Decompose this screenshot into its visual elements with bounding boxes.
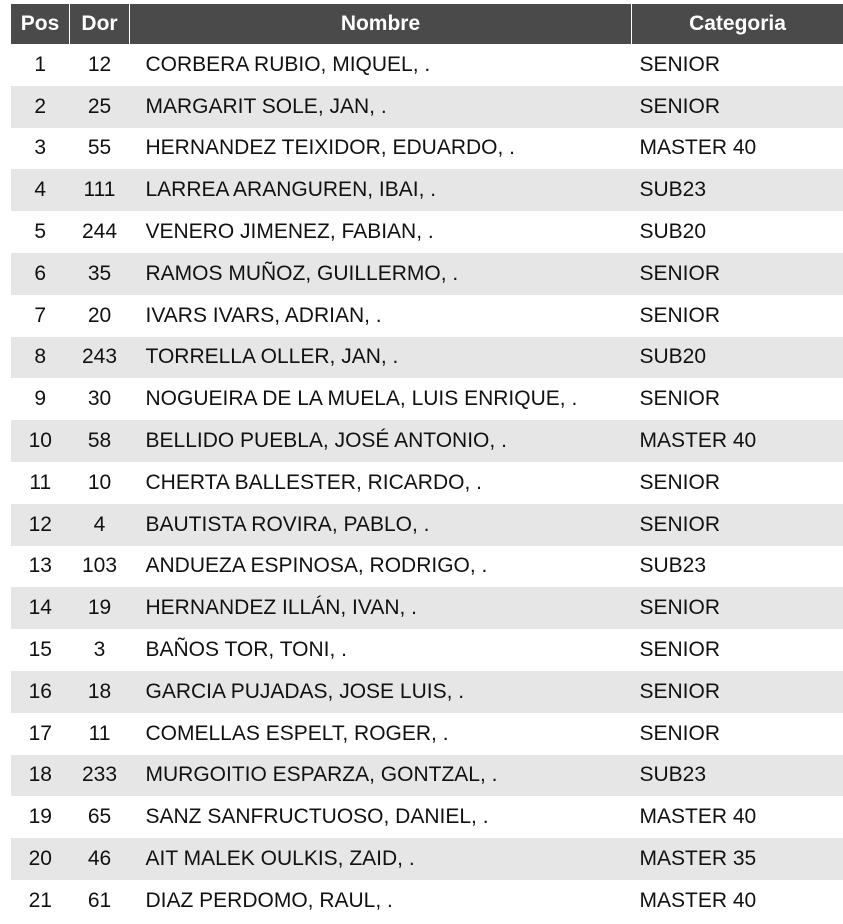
cell-nombre: AIT MALEK OULKIS, ZAID, . xyxy=(130,838,632,880)
cell-pos: 17 xyxy=(28,721,52,745)
cell-pos: 18 xyxy=(11,755,70,797)
cell-dor: 233 xyxy=(70,755,130,797)
table-row xyxy=(11,337,843,379)
cell-pos: 7 xyxy=(34,303,47,327)
cell-categoria: MASTER 40 xyxy=(639,888,757,912)
table-row xyxy=(11,546,843,588)
cell-pos: 10 xyxy=(11,420,70,462)
cell-dor: 30 xyxy=(87,387,112,411)
cell-nombre: VENERO JIMENEZ, FABIAN, . xyxy=(145,220,434,244)
cell-dor: 25 xyxy=(70,86,130,128)
cell-dor: 12 xyxy=(87,52,112,76)
table-row xyxy=(11,211,843,253)
cell-categoria: SENIOR xyxy=(639,303,721,327)
cell-nombre: TORRELLA OLLER, JAN, . xyxy=(130,337,632,379)
table-row xyxy=(11,44,843,86)
cell-categoria: SENIOR xyxy=(632,504,843,546)
table-row xyxy=(11,253,843,295)
cell-nombre: HERNANDEZ TEIXIDOR, EDUARDO, . xyxy=(145,136,515,160)
table-row xyxy=(11,838,843,880)
table-row xyxy=(11,169,843,211)
cell-dor: 111 xyxy=(70,169,130,211)
cell-categoria: SENIOR xyxy=(632,253,843,295)
header-pos: Pos xyxy=(11,4,70,44)
header-nombre: Nombre xyxy=(130,4,632,44)
cell-nombre: HERNANDEZ ILLÁN, IVAN, . xyxy=(130,587,632,629)
cell-categoria: SENIOR xyxy=(639,470,721,494)
cell-pos: 11 xyxy=(29,470,52,494)
header-row xyxy=(11,4,843,44)
cell-dor: 35 xyxy=(70,253,130,295)
cell-pos: 8 xyxy=(11,337,70,379)
cell-categoria: SENIOR xyxy=(632,86,843,128)
cell-categoria: SUB23 xyxy=(632,755,843,797)
cell-categoria: SENIOR xyxy=(632,587,843,629)
cell-nombre: BELLIDO PUEBLA, JOSÉ ANTONIO, . xyxy=(130,420,632,462)
cell-nombre: BAÑOS TOR, TONI, . xyxy=(145,638,347,662)
table-row xyxy=(11,378,843,420)
cell-pos: 13 xyxy=(28,554,52,578)
cell-categoria: SUB20 xyxy=(639,220,707,244)
cell-nombre: CORBERA RUBIO, MIQUEL, . xyxy=(145,52,431,76)
cell-dor: 243 xyxy=(70,337,130,379)
cell-nombre: IVARS IVARS, ADRIAN, . xyxy=(145,303,382,327)
cell-dor: 19 xyxy=(70,587,130,629)
cell-pos: 1 xyxy=(34,52,47,76)
cell-dor: 3 xyxy=(93,638,106,662)
cell-pos: 2 xyxy=(11,86,70,128)
cell-dor: 58 xyxy=(70,420,130,462)
cell-pos: 16 xyxy=(11,671,70,713)
cell-dor: 4 xyxy=(70,504,130,546)
cell-dor: 11 xyxy=(88,721,111,745)
cell-dor: 55 xyxy=(87,136,112,160)
table-row xyxy=(11,880,843,922)
cell-pos: 19 xyxy=(28,805,52,829)
results-table-header xyxy=(11,4,843,44)
table-row xyxy=(11,86,843,128)
cell-dor: 65 xyxy=(87,805,112,829)
table-row xyxy=(11,295,843,337)
cell-categoria: SUB20 xyxy=(632,337,843,379)
cell-dor: 20 xyxy=(87,303,112,327)
results-table xyxy=(11,4,843,922)
cell-pos: 12 xyxy=(11,504,70,546)
cell-pos: 14 xyxy=(11,587,70,629)
cell-pos: 21 xyxy=(28,888,52,912)
table-row xyxy=(11,796,843,838)
cell-nombre: BAUTISTA ROVIRA, PABLO, . xyxy=(130,504,632,546)
cell-dor: 46 xyxy=(70,838,130,880)
cell-categoria: SENIOR xyxy=(639,387,721,411)
table-row xyxy=(11,504,843,546)
cell-categoria: SUB23 xyxy=(639,554,707,578)
table-row xyxy=(11,587,843,629)
cell-nombre: SANZ SANFRUCTUOSO, DANIEL, . xyxy=(145,805,489,829)
cell-categoria: MASTER 35 xyxy=(632,838,843,880)
cell-nombre: COMELLAS ESPELT, ROGER, . xyxy=(145,721,449,745)
cell-categoria: SENIOR xyxy=(632,671,843,713)
cell-pos: 15 xyxy=(28,638,52,662)
cell-nombre: DIAZ PERDOMO, RAUL, . xyxy=(145,888,393,912)
cell-nombre: GARCIA PUJADAS, JOSE LUIS, . xyxy=(130,671,632,713)
table-row xyxy=(11,713,843,755)
cell-dor: 18 xyxy=(70,671,130,713)
cell-dor: 61 xyxy=(87,888,112,912)
cell-categoria: SENIOR xyxy=(639,638,721,662)
results-table-body xyxy=(11,44,843,922)
cell-nombre: NOGUEIRA DE LA MUELA, LUIS ENRIQUE, . xyxy=(145,387,578,411)
table-row xyxy=(11,128,843,170)
cell-dor: 244 xyxy=(81,220,118,244)
cell-pos: 6 xyxy=(11,253,70,295)
cell-categoria: MASTER 40 xyxy=(639,805,757,829)
cell-nombre: LARREA ARANGUREN, IBAI, . xyxy=(130,169,632,211)
cell-pos: 5 xyxy=(34,220,47,244)
cell-dor: 103 xyxy=(81,554,118,578)
cell-nombre: CHERTA BALLESTER, RICARDO, . xyxy=(145,470,482,494)
table-row xyxy=(11,629,843,671)
cell-categoria: MASTER 40 xyxy=(632,420,843,462)
table-row xyxy=(11,462,843,504)
cell-dor: 10 xyxy=(87,470,112,494)
cell-nombre: ANDUEZA ESPINOSA, RODRIGO, . xyxy=(145,554,488,578)
header-categoria: Categoria xyxy=(632,4,843,44)
table-row xyxy=(11,755,843,797)
header-dor: Dor xyxy=(70,4,130,44)
cell-pos: 20 xyxy=(11,838,70,880)
cell-nombre: MURGOITIO ESPARZA, GONTZAL, . xyxy=(130,755,632,797)
cell-pos: 9 xyxy=(34,387,47,411)
cell-pos: 3 xyxy=(34,136,47,160)
cell-categoria: MASTER 40 xyxy=(639,136,757,160)
table-row xyxy=(11,420,843,462)
table-row xyxy=(11,671,843,713)
cell-pos: 4 xyxy=(11,169,70,211)
cell-categoria: SUB23 xyxy=(632,169,843,211)
cell-nombre: RAMOS MUÑOZ, GUILLERMO, . xyxy=(130,253,632,295)
cell-categoria: SENIOR xyxy=(639,721,721,745)
cell-nombre: MARGARIT SOLE, JAN, . xyxy=(130,86,632,128)
cell-categoria: SENIOR xyxy=(639,52,721,76)
